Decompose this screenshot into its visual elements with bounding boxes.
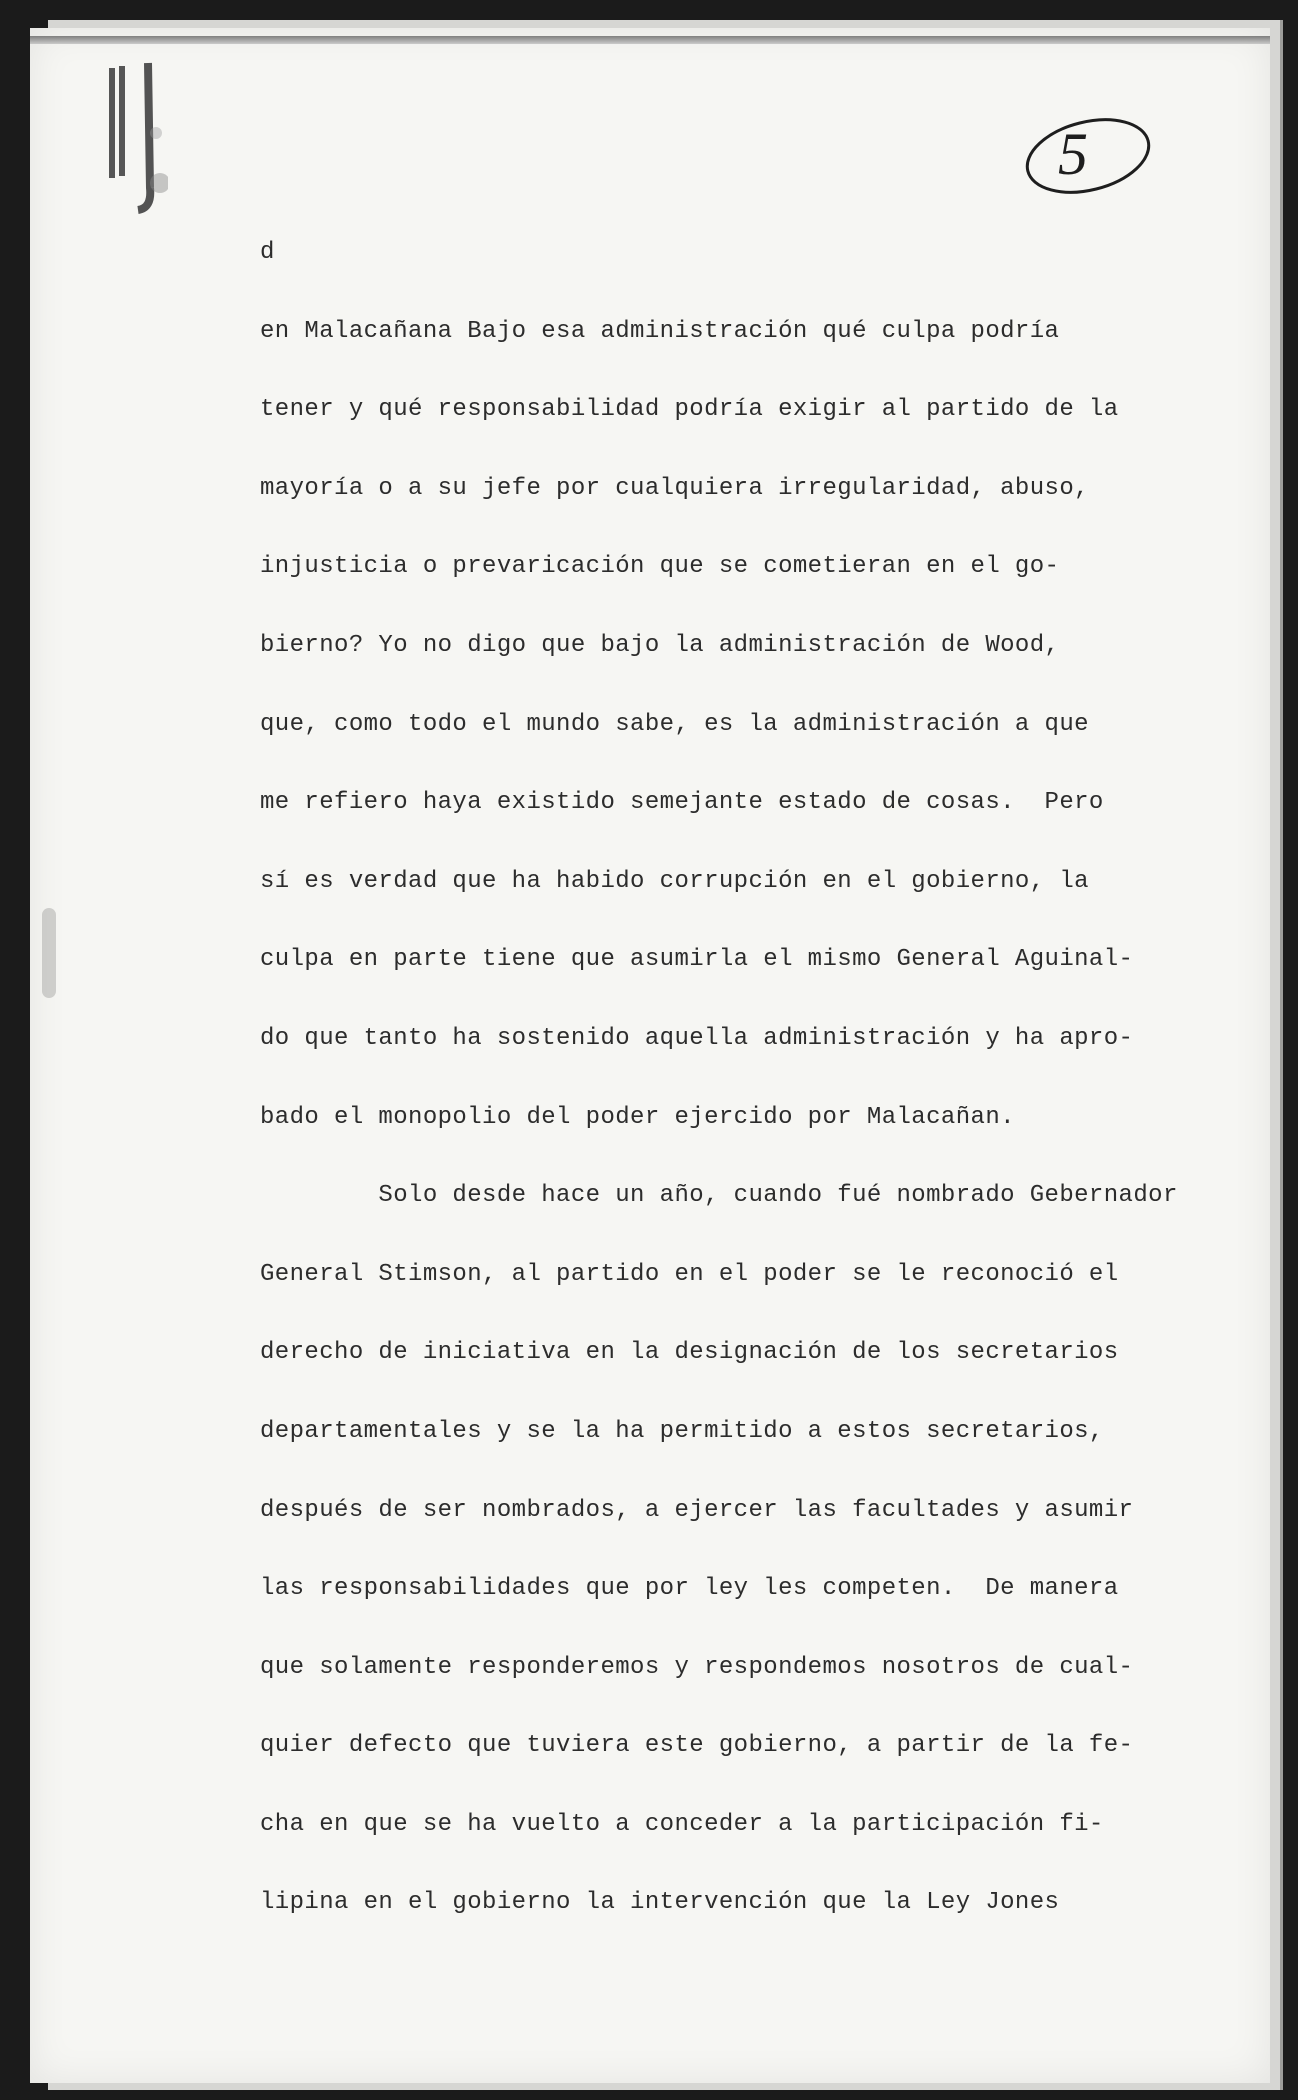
text-line: departamentales y se la ha permitido a estos secretarios, (260, 1417, 1104, 1445)
text-line: mayoría o a su jefe por cualquiera irregularidad, abuso, (260, 474, 1089, 502)
binding-hole-mark (98, 58, 168, 228)
text-line: que solamente responderemos y respondemos nosotros de cual- (260, 1653, 1134, 1681)
text-line: me refiero haya existido semejante estado de cosas. Pero (260, 789, 1104, 817)
text-line: cha en que se ha vuelto a conceder a la participación fi- (260, 1810, 1104, 1838)
text-line: las responsabilidades que por ley les competen. De manera (260, 1575, 1119, 1603)
document-page (30, 28, 1270, 2083)
edge-stain (42, 908, 56, 998)
text-line: lipina en el gobierno la intervención que la Ley Jones (260, 1889, 1060, 1917)
text-line: después de ser nombrados, a ejercer las facultades y asumir (260, 1496, 1134, 1524)
text-line: General Stimson, al partido en el poder se le reconoció el (260, 1260, 1119, 1288)
text-line: quier defecto que tuviera este gobierno, a partir de la fe- (260, 1732, 1134, 1760)
text-line: derecho de iniciativa en la designación de los secretarios (260, 1339, 1119, 1367)
folio-number: 5 (1058, 121, 1088, 187)
text-line: d (260, 239, 275, 266)
text-line: Solo desde hace un año, cuando fué nombrado Gebernador (260, 1182, 1178, 1210)
page-top-edge (30, 36, 1270, 44)
text-line: do que tanto ha sostenido aquella administración y ha apro- (260, 1024, 1134, 1052)
text-line: bierno? Yo no digo que bajo la administración de Wood, (260, 631, 1060, 659)
text-line: culpa en parte tiene que asumirla el mismo General Aguinal- (260, 946, 1134, 974)
text-line: sí es verdad que ha habido corrupción en el gobierno, la (260, 867, 1089, 895)
text-line: injusticia o prevaricación que se cometieran en el go- (260, 553, 1060, 581)
text-line: bado el monopolio del poder ejercido por Malacañan. (260, 1103, 1015, 1131)
typed-text-block (260, 214, 1220, 1943)
text-line: que, como todo el mundo sabe, es la administración a que (260, 710, 1089, 738)
text-line: tener y qué responsabilidad podría exigir al partido de la (260, 396, 1119, 424)
folio-number-mark (1010, 98, 1170, 208)
text-line: en Malacañana Bajo esa administración qué culpa podría (260, 317, 1060, 345)
